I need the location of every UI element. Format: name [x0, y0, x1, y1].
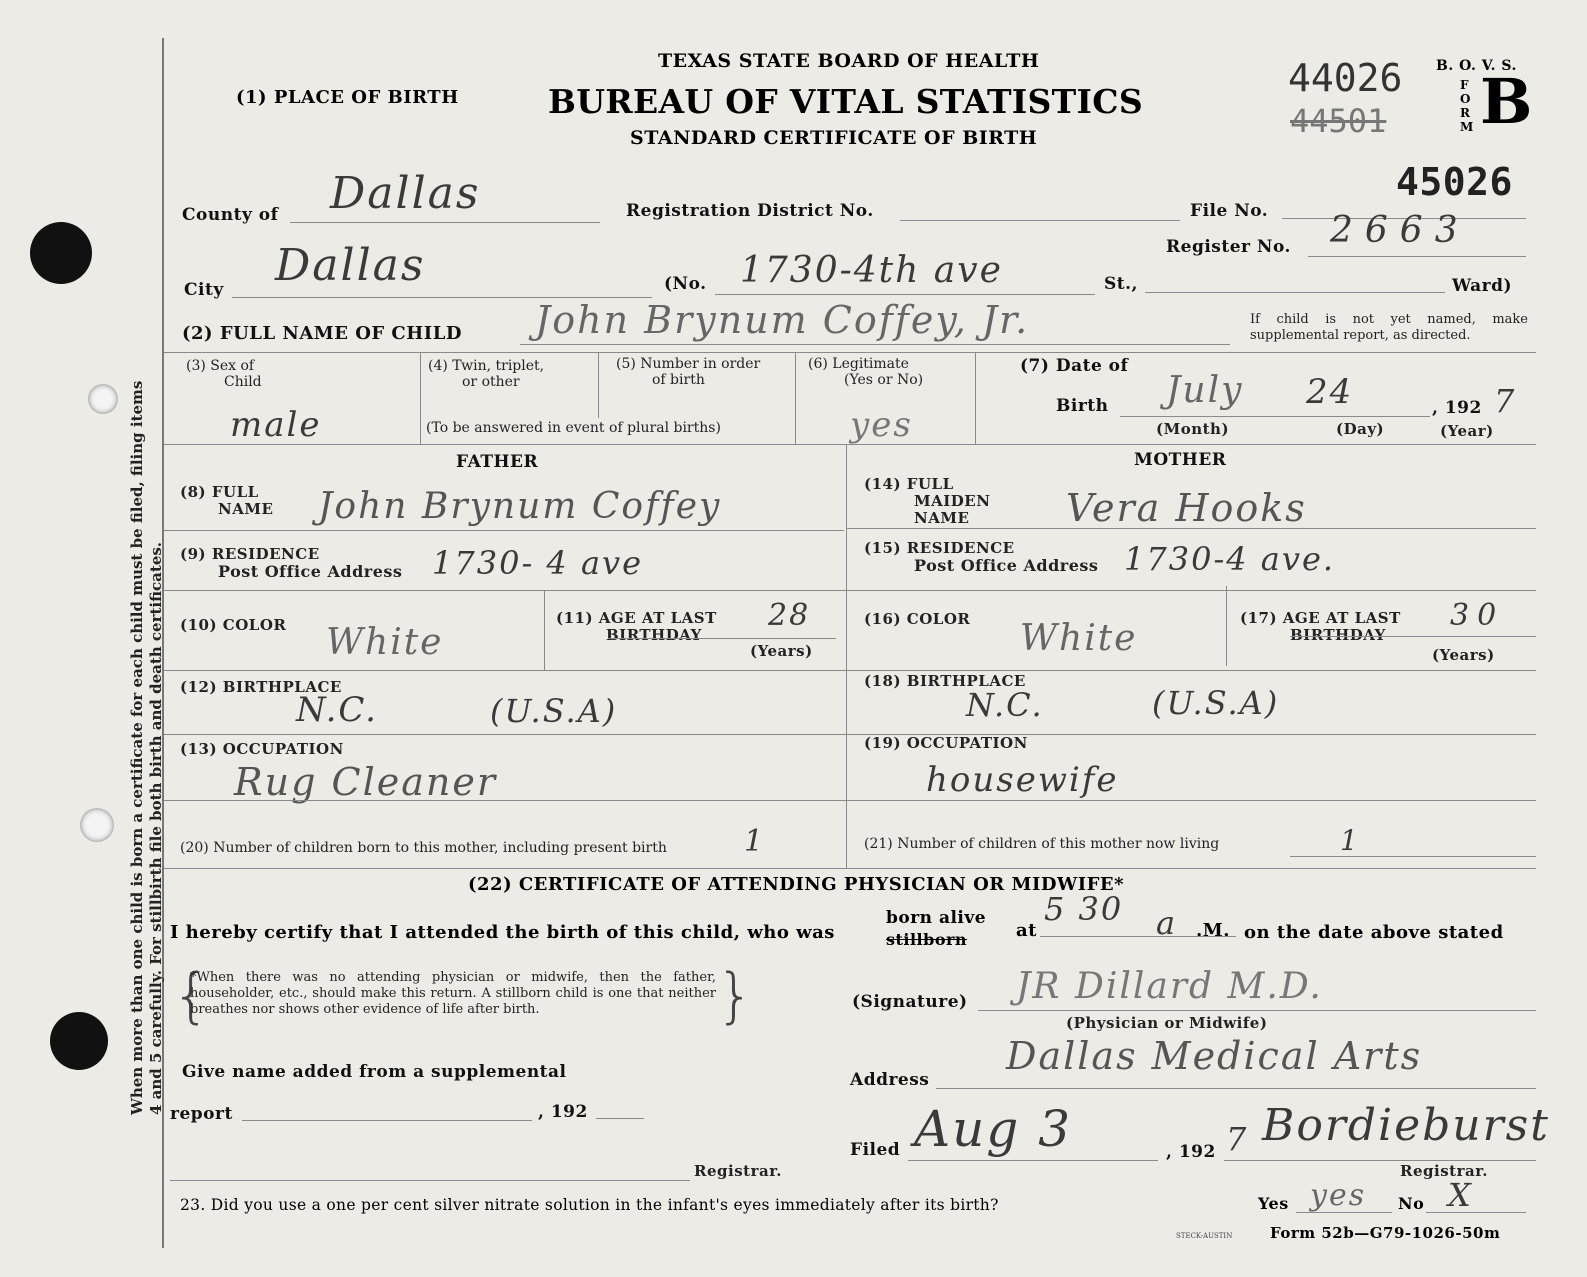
filed-value: Aug 3 — [914, 1100, 1073, 1158]
legitimate-value: yes — [850, 405, 913, 445]
registrar-label: Registrar. — [694, 1162, 782, 1180]
year-caption: (Year) — [1440, 422, 1494, 440]
filed-registrar-signature: Bordieburst — [1262, 1100, 1550, 1151]
certificate-title: STANDARD CERTIFICATE OF BIRTH — [630, 127, 1038, 149]
mother-occupation-value: housewife — [926, 760, 1119, 800]
mother-residence-label: (15) RESIDENCE Post Office Address — [864, 539, 1099, 575]
filed-label: Filed — [850, 1140, 901, 1160]
children-living-label: (21) Number of children of this mother now living — [864, 836, 1220, 852]
yes-value: yes — [1310, 1178, 1367, 1213]
at-label: at — [1016, 920, 1037, 941]
mother-color-value: White — [1020, 618, 1138, 659]
father-residence-label: (9) RESIDENCE Post Office Address — [180, 545, 403, 581]
year-value: 7 — [1494, 382, 1517, 420]
father-name-value: John Brynum Coffey — [318, 486, 722, 527]
street-no-label: (No. — [664, 274, 707, 294]
register-value: 2663 — [1330, 210, 1470, 251]
footnote-brace-right: } — [716, 961, 755, 1031]
mother-birthplace-label: (18) BIRTHPLACE — [864, 672, 1026, 690]
footnote-brace-left: { — [172, 961, 211, 1031]
place-of-birth-label: (1) PLACE OF BIRTH — [236, 87, 459, 108]
mother-age-value: 30 — [1450, 598, 1505, 633]
district-label: Registration District No. — [626, 201, 874, 221]
mother-residence-value: 1730-4 ave. — [1124, 540, 1336, 578]
father-birthplace-note: (U.S.A) — [490, 692, 618, 730]
punch-hole — [30, 222, 92, 284]
order-label: (5) Number in order of birth — [616, 356, 761, 388]
father-birthplace-label: (12) BIRTHPLACE — [180, 678, 342, 696]
children-born-label: (20) Number of children born to this mother, including present birth — [180, 840, 667, 856]
bureau-title: BUREAU OF VITAL STATISTICS — [548, 82, 1143, 121]
father-age-value: 28 — [768, 598, 811, 633]
month-value: July — [1166, 370, 1244, 411]
ampm-value: a — [1156, 904, 1178, 942]
father-name-label: (8) FULL NAME — [180, 483, 274, 518]
board-title: TEXAS STATE BOARD OF HEALTH — [658, 50, 1040, 72]
form-id-struck: 44501 — [1290, 102, 1387, 140]
city-value: Dallas — [275, 240, 426, 291]
file-label: File No. — [1190, 201, 1269, 221]
punch-hole — [50, 1012, 108, 1070]
certificate-statement: I hereby certify that I attended the birth of this child, who was — [170, 922, 835, 943]
street-no-value: 1730-4th ave — [740, 250, 1003, 291]
sex-value: male — [230, 405, 322, 445]
father-occupation-label: (13) OCCUPATION — [180, 740, 344, 758]
form-number: Form 52b—G79-1026-50m — [1270, 1224, 1501, 1242]
child-name-label: (2) FULL NAME OF CHILD — [182, 323, 462, 344]
unnamed-note: If child is not yet named, make supplemental report, as directed. — [1250, 312, 1528, 343]
no-value: X — [1448, 1176, 1473, 1214]
children-born-value: 1 — [744, 824, 766, 859]
date-label-a: (7) Date of — [1020, 356, 1129, 376]
father-heading: FATHER — [456, 452, 539, 472]
side-note: When more than one child is born a certificate for each child must be filed, filing items 4 and 5 carefully. For stillbirth file both birth and death certificates. — [128, 380, 165, 1115]
printer-mark: STECK-AUSTIN — [1176, 1232, 1233, 1240]
no-label: No — [1398, 1194, 1425, 1213]
month-caption: (Month) — [1156, 420, 1230, 438]
signature-label: (Signature) — [852, 992, 968, 1012]
day-caption: (Day) — [1336, 420, 1385, 438]
legitimate-label: (6) Legitimate (Yes or No) — [808, 356, 924, 388]
child-name-value: John Brynum Coffey, Jr. — [535, 298, 1030, 342]
mother-birthplace-note: (U.S.A) — [1152, 684, 1280, 722]
certificate-heading: (22) CERTIFICATE OF ATTENDING PHYSICIAN OR MIDWIFE* — [468, 874, 1125, 895]
father-birthplace-value: N.C. — [296, 690, 378, 730]
mother-name-label: (14) FULL MAIDEN NAME — [864, 475, 991, 527]
father-residence-value: 1730- 4 ave — [432, 544, 644, 582]
mother-birthplace-value: N.C. — [966, 686, 1044, 724]
silver-nitrate-question: 23. Did you use a one per cent silver nitrate solution in the infant's eyes immediately after its birth? — [180, 1196, 999, 1214]
mother-years-caption: (Years) — [1432, 646, 1495, 664]
form-id-top: 44026 — [1288, 56, 1403, 100]
supplemental-label: Give name added from a supplemental — [182, 1062, 567, 1082]
children-living-value: 1 — [1340, 824, 1360, 857]
mother-age-label: (17) AGE AT LAST BIRTHDAY — [1240, 609, 1401, 644]
report-label: report — [170, 1104, 233, 1124]
filed-year-value: 7 — [1226, 1120, 1249, 1158]
yes-label: Yes — [1258, 1194, 1289, 1213]
ward-label: Ward) — [1452, 276, 1513, 296]
filed-year-label: , 192 — [1166, 1142, 1216, 1162]
report-year: , 192 — [538, 1102, 588, 1122]
filed-registrar-caption: Registrar. — [1400, 1162, 1488, 1180]
father-color-value: White — [326, 622, 444, 663]
punch-hole — [80, 808, 114, 842]
certificate-tail: on the date above stated — [1244, 922, 1504, 943]
m-label: .M. — [1196, 920, 1230, 941]
punch-hole — [88, 384, 118, 414]
county-label: County of — [182, 205, 279, 225]
birth-time-value: 5 30 — [1044, 890, 1124, 928]
father-color-label: (10) COLOR — [180, 616, 287, 634]
bovs-label: B. O. V. S. — [1436, 58, 1517, 74]
physician-footnote: *When there was no attending physician or midwife, then the father, householder, etc., should make this return. A stillborn child is one that neither breathes nor shows other evidence of life after birth. — [190, 970, 716, 1017]
mother-heading: MOTHER — [1134, 450, 1227, 470]
signature-value: JR Dillard M.D. — [1016, 966, 1323, 1007]
twin-label: (4) Twin, triplet, or other — [428, 358, 545, 390]
father-years-caption: (Years) — [750, 642, 813, 660]
address-label: Address — [850, 1070, 930, 1090]
city-label: City — [184, 280, 224, 300]
register-label: Register No. — [1166, 237, 1291, 257]
date-label-b: Birth — [1056, 396, 1109, 416]
plural-note: (To be answered in event of plural births) — [426, 420, 721, 436]
form-word: FORM — [1460, 78, 1474, 134]
mother-name-value: Vera Hooks — [1066, 486, 1307, 530]
address-value: Dallas Medical Arts — [1006, 1034, 1423, 1078]
form-id-new: 45026 — [1396, 160, 1513, 204]
day-value: 24 — [1306, 372, 1354, 412]
father-occupation-value: Rug Cleaner — [234, 760, 497, 804]
mother-color-label: (16) COLOR — [864, 610, 971, 628]
sex-label: (3) Sex of Child — [186, 358, 262, 390]
father-age-label: (11) AGE AT LAST BIRTHDAY — [556, 609, 717, 644]
born-alive-label: born alive — [886, 908, 987, 928]
signature-caption: (Physician or Midwife) — [1066, 1014, 1268, 1032]
mother-occupation-label: (19) OCCUPATION — [864, 734, 1028, 752]
stillborn-label: stillborn — [886, 930, 968, 949]
form-letter: B — [1480, 65, 1533, 138]
street-label: St., — [1104, 274, 1138, 294]
county-value: Dallas — [330, 168, 481, 219]
year-prefix: , 192 — [1432, 398, 1482, 418]
